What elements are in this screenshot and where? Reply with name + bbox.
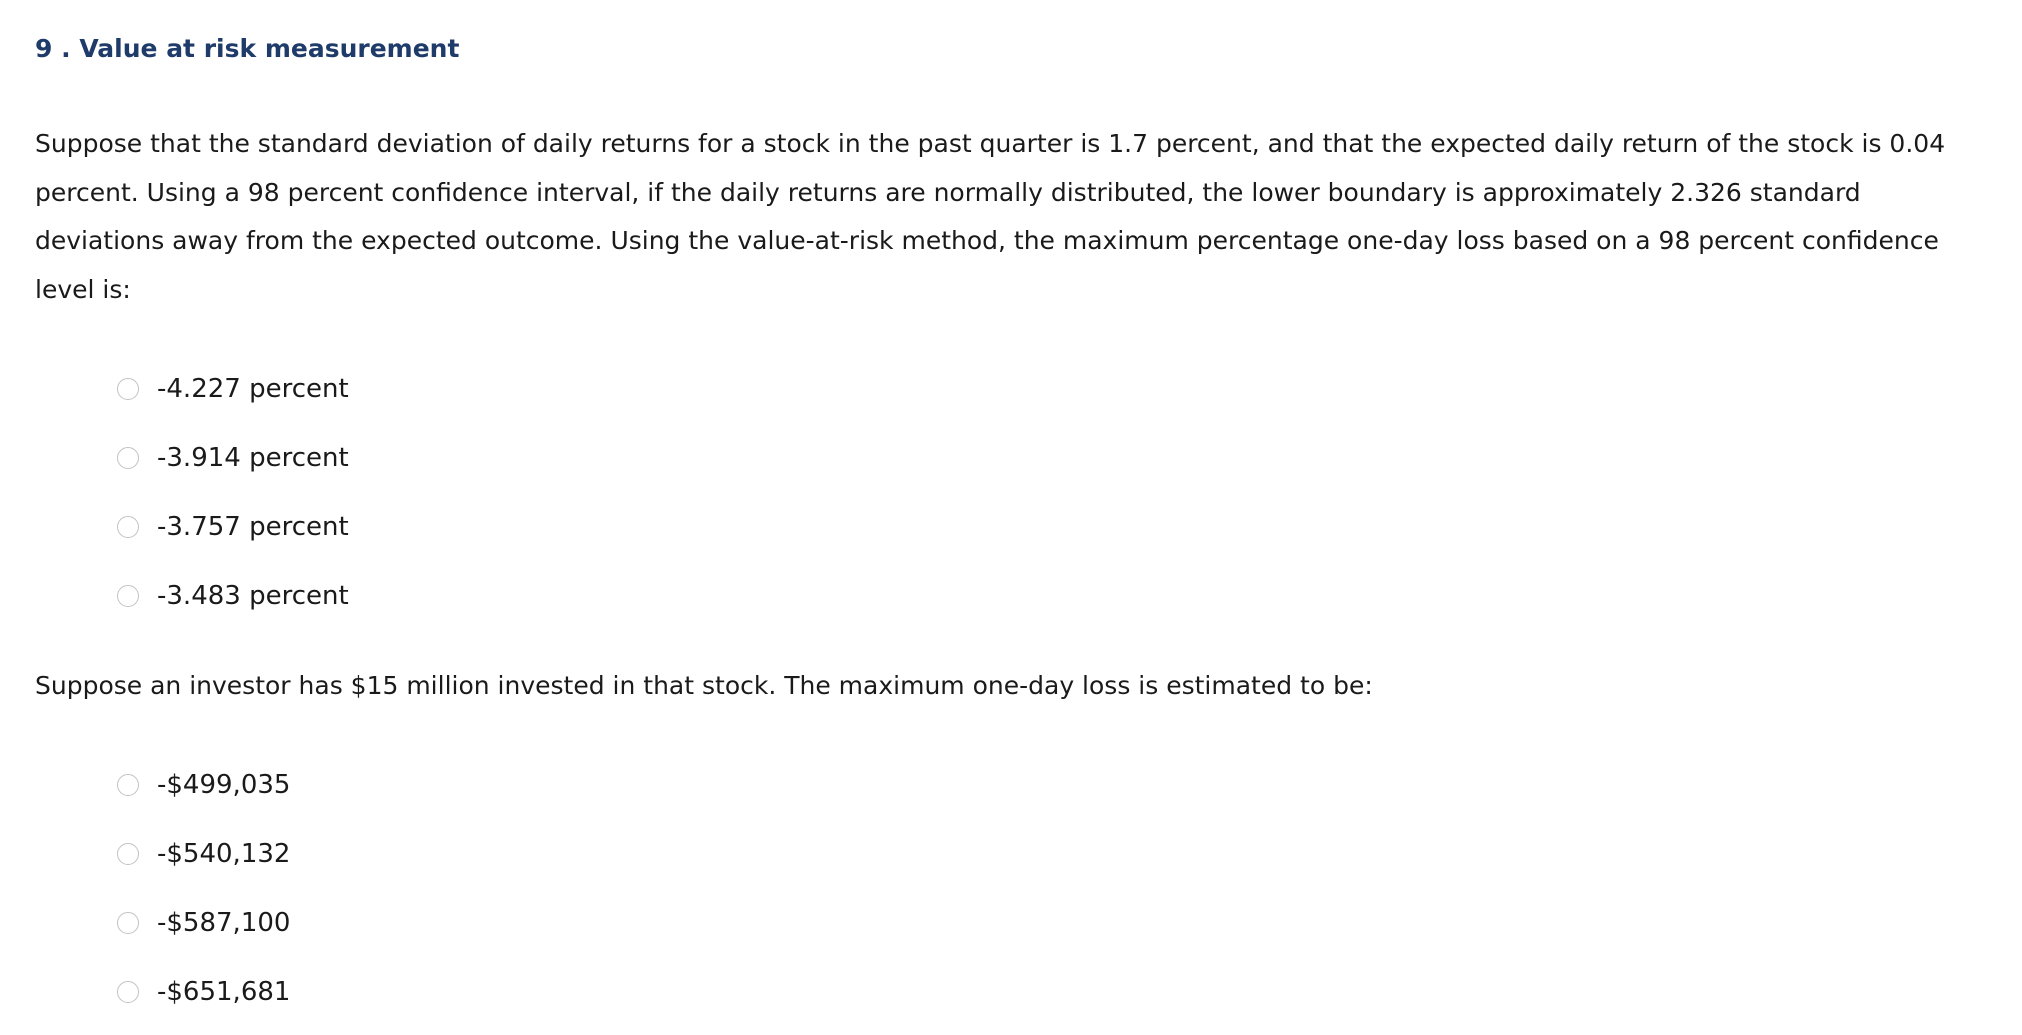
option-label: -3.914 percent: [157, 442, 349, 473]
option-label: -3.757 percent: [157, 511, 349, 542]
question-1-option-d[interactable]: [117, 561, 349, 630]
radio-button[interactable]: [117, 378, 139, 400]
radio-button[interactable]: [117, 981, 139, 1003]
radio-button[interactable]: [117, 585, 139, 607]
option-label: -$587,100: [157, 907, 291, 938]
radio-button[interactable]: [117, 447, 139, 469]
question-1-option-a[interactable]: [117, 354, 349, 423]
question-1-option-b[interactable]: [117, 423, 349, 492]
question-1-option-c[interactable]: [117, 492, 349, 561]
question-2-text: Suppose an investor has $15 million invested in that stock. The maximum one-day loss is estimated to be:: [35, 671, 1373, 700]
option-label: -4.227 percent: [157, 373, 349, 404]
question-2-option-d[interactable]: [117, 957, 290, 1026]
radio-button[interactable]: [117, 843, 139, 865]
question-2-option-c[interactable]: [117, 888, 290, 957]
question-1-options: [117, 354, 349, 630]
section-number: 9: [35, 34, 53, 63]
option-label: -$499,035: [157, 769, 291, 800]
option-label: -3.483 percent: [157, 580, 349, 611]
option-label: -$540,132: [157, 838, 291, 869]
radio-button[interactable]: [117, 912, 139, 934]
question-2-options: [117, 750, 290, 1026]
radio-button[interactable]: [117, 774, 139, 796]
question-1-text: Suppose that the standard deviation of daily returns for a stock in the past quarter is 1.7 percent, and that the expected daily return of the stock is 0.04 percent. Using a 98 percent confidence interval, if the daily returns are normally distributed, the lower boundary is approximately 2.326 standard deviations away from the expected outcome. Using the value-at-risk method, the maximum percentage one-day loss based on a 98 percent confidence level is:: [35, 129, 1946, 304]
section-heading: 9 . Value at risk measurement: [35, 34, 460, 63]
radio-button[interactable]: [117, 516, 139, 538]
question-2-option-b[interactable]: [117, 819, 290, 888]
section-title: Value at risk measurement: [79, 34, 460, 63]
question-2-option-a[interactable]: [117, 750, 290, 819]
option-label: -$651,681: [157, 976, 291, 1007]
